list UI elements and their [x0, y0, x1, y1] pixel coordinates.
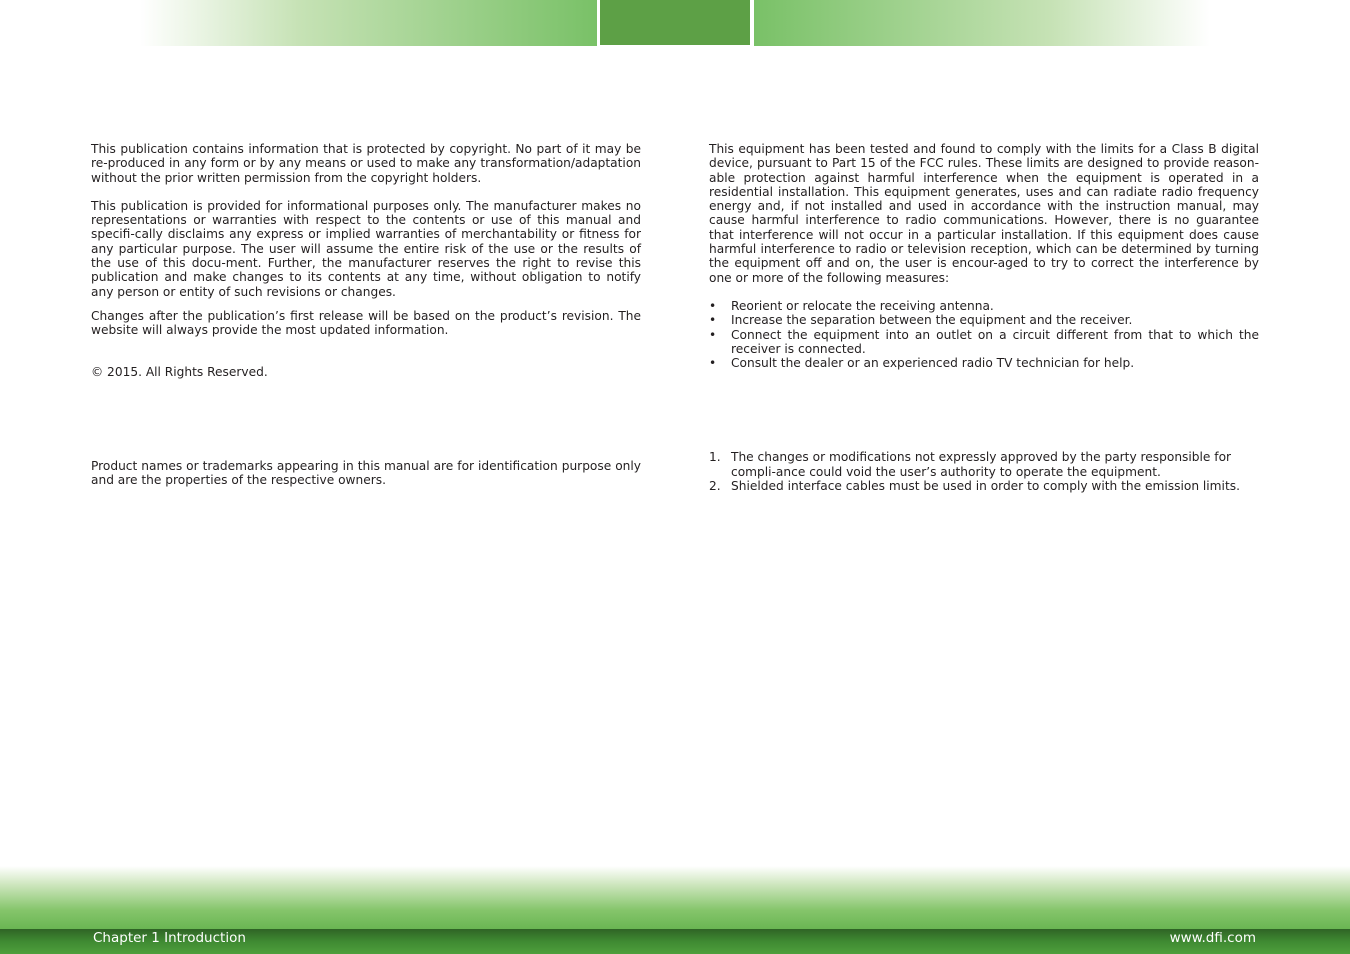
measure-text: Increase the separation between the equipment and the receiver.	[731, 313, 1133, 328]
fcc-notes-list	[709, 450, 1259, 493]
right-column	[709, 142, 1259, 493]
note-number: 2.	[709, 479, 721, 494]
list-item	[709, 299, 1259, 313]
list-item	[709, 450, 1259, 479]
note-number: 1.	[709, 450, 721, 465]
disclaimer-paragraph: This publication is provided for informational purposes only. The manufacturer makes no representations or warranties with respect to the contents or use of this manual and specifi-cally disclaims any express or implied warranties of merchantability or fitness for any particular purpose. The user will assume the entire risk of the use or the results of the use of this docu-ment. Further, the manufacturer reserves the right to revise this publication and make changes to its contents at any time, without obligation to notify any person or entity of such revisions or changes.	[91, 198, 641, 299]
interference-measures-list	[709, 299, 1259, 370]
measure-text: Consult the dealer or an experienced radio TV technician for help.	[731, 356, 1135, 371]
footer-gradient	[0, 866, 1350, 929]
measure-text: Reorient or relocate the receiving antenna.	[731, 298, 994, 313]
bullet-icon: •	[709, 327, 717, 342]
trademark-paragraph: Product names or trademarks appearing in this manual are for identification purpose only and are the properties of the respective owners.	[91, 458, 641, 488]
footer-chapter-label: Chapter 1 Introduction	[93, 930, 246, 946]
bullet-icon: •	[709, 356, 717, 371]
rights-reserved-line: © 2015. All Rights Reserved.	[91, 364, 268, 379]
bullet-icon: •	[709, 298, 717, 313]
left-column	[91, 142, 641, 487]
header-tab-block	[600, 0, 750, 45]
list-item	[709, 356, 1259, 370]
note-text: Shielded interface cables must be used in order to comply with the emission limits.	[731, 479, 1240, 494]
bullet-icon: •	[709, 313, 717, 328]
fcc-statement-paragraph: This equipment has been tested and found to comply with the limits for a Class B digital device, pursuant to Part 15 of the FCC rules. These limits are designed to provide reason-able protection against harmful interference when the equipment is operated in a residential installation. This equipment generates, uses and can radiate radio frequency energy and, if not installed and used in accordance with the instruction manual, may cause harmful interference to radio communications. However, there is no guarantee that interference will not occur in a particular installation. If this equipment does cause harmful interference to radio or television reception, which can be determined by turning the equipment off and on, the user is encour-aged to try to correct the interference by one or more of the following measures:	[709, 142, 1259, 285]
header-gradient-right	[754, 0, 1210, 46]
header-gradient-left	[140, 0, 597, 46]
list-item	[709, 313, 1259, 327]
changes-paragraph: Changes after the publication’s first release will be based on the product’s revision. The website will always provide the most updated information.	[91, 308, 641, 338]
list-item	[709, 328, 1259, 357]
footer-website-link[interactable]: www.dfi.com	[1169, 930, 1256, 946]
note-text: The changes or modifications not expressly approved by the party responsible for compli-ance could void the user’s authority to operate the equipment.	[731, 450, 1232, 479]
measure-text: Connect the equipment into an outlet on a circuit different from that to which the receiver is connected.	[731, 327, 1259, 356]
list-item	[709, 479, 1259, 493]
copyright-paragraph: This publication contains information that is protected by copyright. No part of it may be re-produced in any form or by any means or used to make any transformation/adaptation without the prior written permission from the copyright holders.	[91, 142, 641, 185]
